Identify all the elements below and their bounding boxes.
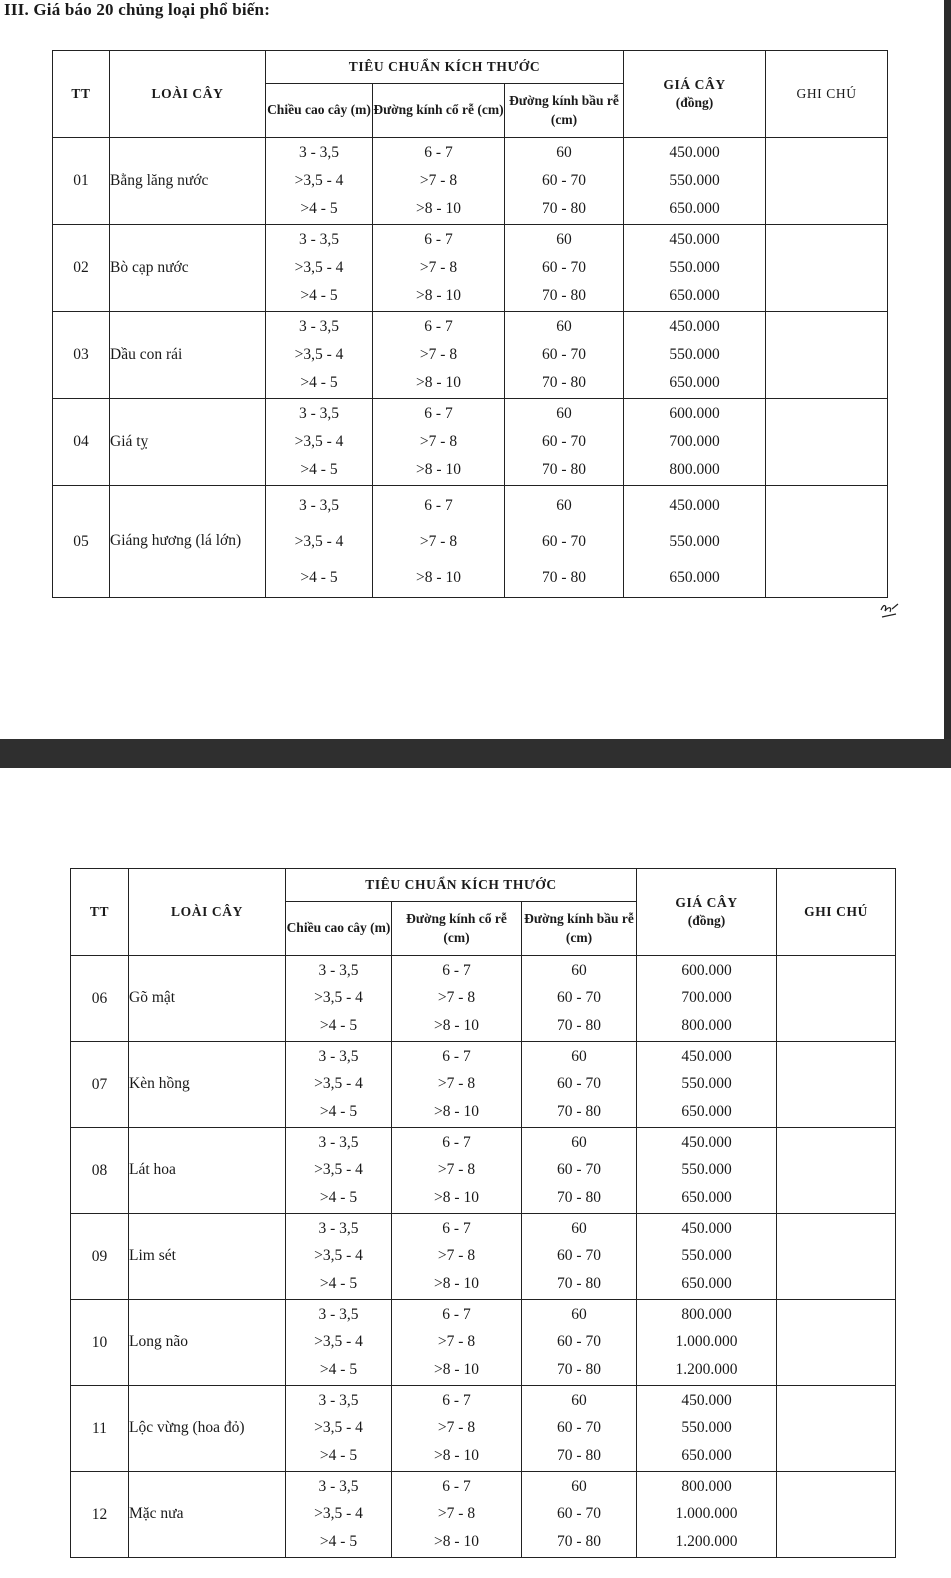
height-value: >3,5 - 4 — [294, 432, 344, 450]
rootball-diameter-value: 60 - 70 — [557, 1247, 601, 1265]
row-height-values — [266, 225, 373, 312]
row-tt: 12 — [71, 1472, 129, 1558]
price-value: 650.000 — [681, 1446, 732, 1464]
rootball-diameter-value: 60 - 70 — [557, 989, 601, 1007]
row-rootball-diameter-values — [522, 1042, 637, 1128]
collar-diameter-value: >7 - 8 — [437, 1247, 476, 1265]
rootball-diameter-value: 60 — [556, 405, 572, 423]
table-body — [71, 869, 896, 1558]
collar-diameter-value: >8 - 10 — [416, 199, 461, 217]
row-price-values — [637, 1042, 777, 1128]
collar-diameter-value: 6 - 7 — [442, 1392, 471, 1410]
height-value: 3 - 3,5 — [318, 1392, 359, 1410]
row-collar-diameter-values — [392, 1472, 522, 1558]
price-value: 650.000 — [681, 1188, 732, 1206]
row-price-values — [637, 1300, 777, 1386]
rootball-diameter-value: 60 - 70 — [557, 1075, 601, 1093]
row-rootball-diameter-values — [522, 1214, 637, 1300]
row-price-values — [624, 138, 766, 225]
height-value: >3,5 - 4 — [314, 1505, 363, 1523]
collar-diameter-value: >8 - 10 — [434, 1274, 479, 1292]
rootball-diameter-value: 60 — [571, 1392, 587, 1410]
height-value: 3 - 3,5 — [318, 1306, 359, 1324]
rootball-diameter-value: 60 — [556, 496, 572, 514]
row-tt: 07 — [71, 1042, 129, 1128]
height-value: 3 - 3,5 — [298, 405, 340, 423]
collar-diameter-value: 6 - 7 — [424, 496, 453, 514]
price-value: 650.000 — [669, 373, 720, 391]
row-note — [777, 1042, 896, 1128]
row-species-name: Gõ mật — [129, 956, 286, 1042]
row-price-values — [624, 399, 766, 486]
row-tt: 11 — [71, 1386, 129, 1472]
row-note — [766, 138, 888, 225]
header-duong-kinh-bau-re: Đường kính bầu rễ (cm) — [522, 902, 637, 956]
rootball-diameter-value: 60 - 70 — [557, 1505, 601, 1523]
price-value: 800.000 — [681, 1016, 732, 1034]
row-collar-diameter-values — [392, 1300, 522, 1386]
row-species-name: Lộc vừng (hoa đỏ) — [129, 1386, 286, 1472]
collar-diameter-value: 6 - 7 — [424, 405, 453, 423]
rootball-diameter-value: 70 - 80 — [557, 1102, 601, 1120]
collar-diameter-value: >7 - 8 — [437, 1505, 476, 1523]
collar-diameter-value: 6 - 7 — [442, 1220, 471, 1238]
header-duong-kinh-bau-re: Đường kính bầu rễ (cm) — [505, 84, 624, 138]
height-value: >4 - 5 — [300, 568, 338, 586]
rootball-diameter-value: 70 - 80 — [557, 1446, 601, 1464]
collar-diameter-value: >7 - 8 — [419, 258, 458, 276]
table-row — [71, 1214, 896, 1300]
row-note — [777, 1128, 896, 1214]
price-value: 450.000 — [669, 496, 720, 514]
row-tt: 02 — [53, 225, 110, 312]
row-rootball-diameter-values — [505, 225, 624, 312]
row-species-name: Dầu con rái — [110, 312, 266, 399]
rootball-diameter-value: 70 - 80 — [557, 1532, 601, 1550]
header-tt: TT — [71, 869, 129, 956]
row-species-name: Bò cạp nước — [110, 225, 266, 312]
price-value: 550.000 — [681, 1075, 732, 1093]
height-value: 3 - 3,5 — [298, 496, 340, 514]
price-value: 550.000 — [669, 171, 720, 189]
row-species-name: Mặc nưa — [129, 1472, 286, 1558]
rootball-diameter-value: 60 - 70 — [557, 1419, 601, 1437]
collar-diameter-value: 6 - 7 — [442, 1306, 471, 1324]
row-rootball-diameter-values — [522, 1128, 637, 1214]
row-rootball-diameter-values — [505, 486, 624, 598]
header-gia-cay-label: GIÁ CÂY — [675, 894, 738, 910]
row-height-values — [286, 1386, 392, 1472]
row-species-name: Bằng lăng nước — [110, 138, 266, 225]
row-note — [777, 1472, 896, 1558]
row-tt: 03 — [53, 312, 110, 399]
row-height-values — [266, 399, 373, 486]
price-value: 450.000 — [669, 144, 720, 162]
height-value: >4 - 5 — [319, 1274, 358, 1292]
section-heading: III. Giá báo 20 chủng loại phổ biến: — [4, 0, 271, 19]
height-value: 3 - 3,5 — [318, 1048, 359, 1066]
row-collar-diameter-values — [373, 225, 505, 312]
height-value: 3 - 3,5 — [318, 1220, 359, 1238]
price-value: 700.000 — [681, 989, 732, 1007]
table-row — [53, 399, 888, 486]
price-value: 600.000 — [681, 962, 732, 980]
row-note — [766, 399, 888, 486]
collar-diameter-value: 6 - 7 — [424, 231, 453, 249]
height-value: >4 - 5 — [319, 1188, 358, 1206]
header-gia-cay — [637, 869, 777, 956]
price-value: 600.000 — [669, 405, 720, 423]
height-value: 3 - 3,5 — [298, 318, 340, 336]
row-collar-diameter-values — [373, 138, 505, 225]
height-value: >3,5 - 4 — [314, 1247, 363, 1265]
row-note — [777, 956, 896, 1042]
table-row — [53, 138, 888, 225]
height-value: >3,5 - 4 — [314, 1075, 363, 1093]
collar-diameter-value: >8 - 10 — [434, 1016, 479, 1034]
row-price-values — [624, 486, 766, 598]
row-height-values — [286, 1214, 392, 1300]
rootball-diameter-value: 70 - 80 — [557, 1360, 601, 1378]
row-tt: 04 — [53, 399, 110, 486]
header-chieu-cao: Chiều cao cây (m) — [286, 902, 392, 956]
row-collar-diameter-values — [392, 1386, 522, 1472]
row-rootball-diameter-values — [522, 1472, 637, 1558]
height-value: >3,5 - 4 — [294, 532, 344, 550]
header-tieu-chuan: TIÊU CHUẨN KÍCH THƯỚC — [266, 51, 624, 84]
collar-diameter-value: >8 - 10 — [416, 568, 461, 586]
table-row — [71, 1472, 896, 1558]
header-gia-cay-unit: (đồng) — [675, 95, 714, 110]
table-row — [53, 312, 888, 399]
price-value: 800.000 — [681, 1306, 732, 1324]
row-price-values — [637, 1214, 777, 1300]
row-price-values — [637, 956, 777, 1042]
collar-diameter-value: >7 - 8 — [419, 345, 458, 363]
table-row — [71, 1300, 896, 1386]
collar-diameter-value: >7 - 8 — [419, 532, 458, 550]
height-value: 3 - 3,5 — [298, 144, 340, 162]
row-tt: 09 — [71, 1214, 129, 1300]
row-rootball-diameter-values — [522, 1386, 637, 1472]
header-tieu-chuan: TIÊU CHUẨN KÍCH THƯỚC — [286, 869, 637, 902]
rootball-diameter-value: 60 — [571, 1048, 587, 1066]
rootball-diameter-value: 70 - 80 — [557, 1188, 601, 1206]
row-rootball-diameter-values — [505, 138, 624, 225]
rootball-diameter-value: 60 - 70 — [557, 1333, 601, 1351]
price-table-2 — [70, 868, 896, 1558]
rootball-diameter-value: 70 - 80 — [542, 373, 586, 391]
rootball-diameter-value: 60 — [571, 1306, 587, 1324]
price-value: 1.200.000 — [675, 1532, 738, 1550]
collar-diameter-value: 6 - 7 — [424, 318, 453, 336]
height-value: >3,5 - 4 — [294, 258, 344, 276]
height-value: >3,5 - 4 — [314, 1161, 363, 1179]
rootball-diameter-value: 60 — [571, 1220, 587, 1238]
row-height-values — [286, 1300, 392, 1386]
collar-diameter-value: 6 - 7 — [424, 144, 453, 162]
height-value: >3,5 - 4 — [294, 171, 344, 189]
row-species-name: Kèn hồng — [129, 1042, 286, 1128]
rootball-diameter-value: 70 - 80 — [542, 568, 586, 586]
height-value: >4 - 5 — [300, 199, 338, 217]
table-row — [53, 225, 888, 312]
table-row — [71, 1042, 896, 1128]
header-gia-cay-unit: (đồng) — [687, 913, 726, 928]
price-table-1 — [52, 50, 888, 598]
price-value: 550.000 — [669, 258, 720, 276]
row-tt: 01 — [53, 138, 110, 225]
row-price-values — [637, 1386, 777, 1472]
price-value: 700.000 — [669, 432, 720, 450]
row-price-values — [624, 312, 766, 399]
price-value: 1.200.000 — [675, 1360, 738, 1378]
rootball-diameter-value: 60 - 70 — [542, 532, 586, 550]
table-row — [71, 1128, 896, 1214]
table-row — [71, 956, 896, 1042]
rootball-diameter-value: 60 — [556, 144, 572, 162]
price-value: 800.000 — [669, 460, 720, 478]
price-value: 450.000 — [681, 1220, 732, 1238]
header-loai-cay: LOÀI CÂY — [110, 51, 266, 138]
collar-diameter-value: >8 - 10 — [416, 373, 461, 391]
height-value: >4 - 5 — [319, 1360, 358, 1378]
row-collar-diameter-values — [392, 956, 522, 1042]
row-tt: 05 — [53, 486, 110, 598]
collar-diameter-value: >7 - 8 — [437, 989, 476, 1007]
collar-diameter-value: >8 - 10 — [434, 1360, 479, 1378]
row-rootball-diameter-values — [522, 1300, 637, 1386]
row-note — [777, 1214, 896, 1300]
row-price-values — [624, 225, 766, 312]
height-value: 3 - 3,5 — [298, 231, 340, 249]
height-value: >4 - 5 — [319, 1016, 358, 1034]
rootball-diameter-value: 70 - 80 — [542, 199, 586, 217]
rootball-diameter-value: 70 - 80 — [542, 460, 586, 478]
header-duong-kinh-co-re: Đường kính cổ rễ (cm) — [392, 902, 522, 956]
collar-diameter-value: >8 - 10 — [416, 286, 461, 304]
height-value: 3 - 3,5 — [318, 1478, 359, 1496]
price-value: 550.000 — [681, 1161, 732, 1179]
price-value: 550.000 — [669, 532, 720, 550]
collar-diameter-value: >7 - 8 — [437, 1419, 476, 1437]
collar-diameter-value: 6 - 7 — [442, 1134, 471, 1152]
row-collar-diameter-values — [392, 1042, 522, 1128]
table-row — [53, 486, 888, 598]
price-value: 450.000 — [681, 1048, 732, 1066]
collar-diameter-value: >8 - 10 — [434, 1532, 479, 1550]
height-value: >4 - 5 — [300, 373, 338, 391]
height-value: >3,5 - 4 — [294, 345, 344, 363]
price-value: 650.000 — [669, 199, 720, 217]
height-value: >4 - 5 — [319, 1102, 358, 1120]
row-tt: 10 — [71, 1300, 129, 1386]
header-duong-kinh-co-re: Đường kính cổ rễ (cm) — [373, 84, 505, 138]
rootball-diameter-value: 60 - 70 — [557, 1161, 601, 1179]
price-value: 650.000 — [669, 568, 720, 586]
collar-diameter-value: >8 - 10 — [434, 1446, 479, 1464]
collar-diameter-value: 6 - 7 — [442, 1048, 471, 1066]
collar-diameter-value: >8 - 10 — [434, 1102, 479, 1120]
rootball-diameter-value: 60 — [556, 231, 572, 249]
row-height-values — [266, 138, 373, 225]
rootball-diameter-value: 60 — [556, 318, 572, 336]
rootball-diameter-value: 70 - 80 — [557, 1016, 601, 1034]
price-value: 1.000.000 — [675, 1333, 738, 1351]
price-value: 650.000 — [681, 1102, 732, 1120]
price-value: 450.000 — [669, 231, 720, 249]
row-species-name: Lát hoa — [129, 1128, 286, 1214]
row-rootball-diameter-values — [505, 312, 624, 399]
page-edge-shadow — [944, 0, 951, 740]
height-value: >3,5 - 4 — [314, 1333, 363, 1351]
price-value: 450.000 — [681, 1134, 732, 1152]
header-row-top — [53, 51, 888, 84]
header-tt: TT — [53, 51, 110, 138]
collar-diameter-value: 6 - 7 — [442, 962, 471, 980]
row-price-values — [637, 1472, 777, 1558]
header-gia-cay — [624, 51, 766, 138]
row-collar-diameter-values — [392, 1214, 522, 1300]
row-collar-diameter-values — [392, 1128, 522, 1214]
header-gia-cay-label: GIÁ CÂY — [663, 76, 726, 92]
row-price-values — [637, 1128, 777, 1214]
row-tt: 06 — [71, 956, 129, 1042]
rootball-diameter-value: 60 - 70 — [542, 345, 586, 363]
row-rootball-diameter-values — [505, 399, 624, 486]
collar-diameter-value: 6 - 7 — [442, 1478, 471, 1496]
header-row-top — [71, 869, 896, 902]
price-value: 450.000 — [681, 1392, 732, 1410]
row-note — [766, 486, 888, 598]
price-value: 550.000 — [681, 1247, 732, 1265]
rootball-diameter-value: 60 - 70 — [542, 171, 586, 189]
header-ghi-chu: GHI CHÚ — [777, 869, 896, 956]
collar-diameter-value: >7 - 8 — [437, 1075, 476, 1093]
row-species-name: Giáng hương (lá lớn) — [110, 486, 266, 598]
height-value: >3,5 - 4 — [314, 1419, 363, 1437]
rootball-diameter-value: 70 - 80 — [542, 286, 586, 304]
row-tt: 08 — [71, 1128, 129, 1214]
height-value: >3,5 - 4 — [314, 989, 363, 1007]
rootball-diameter-value: 60 — [571, 962, 587, 980]
collar-diameter-value: >8 - 10 — [434, 1188, 479, 1206]
height-value: >4 - 5 — [319, 1532, 358, 1550]
height-value: >4 - 5 — [300, 460, 338, 478]
row-height-values — [286, 1128, 392, 1214]
page-divider — [0, 739, 951, 768]
row-species-name: Giá tỵ — [110, 399, 266, 486]
height-value: >4 - 5 — [319, 1446, 358, 1464]
rootball-diameter-value: 70 - 80 — [557, 1274, 601, 1292]
row-height-values — [266, 312, 373, 399]
header-ghi-chu: GHI CHÚ — [766, 51, 888, 138]
rootball-diameter-value: 60 — [571, 1134, 587, 1152]
rootball-diameter-value: 60 - 70 — [542, 258, 586, 276]
rootball-diameter-value: 60 — [571, 1478, 587, 1496]
header-chieu-cao: Chiều cao cây (m) — [266, 84, 373, 138]
row-note — [777, 1300, 896, 1386]
collar-diameter-value: >7 - 8 — [437, 1333, 476, 1351]
rootball-diameter-value: 60 - 70 — [542, 432, 586, 450]
price-value: 650.000 — [681, 1274, 732, 1292]
collar-diameter-value: >7 - 8 — [419, 171, 458, 189]
height-value: 3 - 3,5 — [318, 1134, 359, 1152]
row-note — [766, 225, 888, 312]
row-height-values — [286, 1472, 392, 1558]
row-height-values — [266, 486, 373, 598]
price-value: 1.000.000 — [675, 1505, 738, 1523]
row-height-values — [286, 1042, 392, 1128]
price-value: 450.000 — [669, 318, 720, 336]
row-height-values — [286, 956, 392, 1042]
row-collar-diameter-values — [373, 399, 505, 486]
price-value: 550.000 — [681, 1419, 732, 1437]
row-note — [777, 1386, 896, 1472]
price-value: 800.000 — [681, 1478, 732, 1496]
height-value: 3 - 3,5 — [318, 962, 359, 980]
height-value: >4 - 5 — [300, 286, 338, 304]
table-row — [71, 1386, 896, 1472]
row-rootball-diameter-values — [522, 956, 637, 1042]
row-species-name: Long não — [129, 1300, 286, 1386]
handwritten-initials — [878, 600, 900, 626]
collar-diameter-value: >7 - 8 — [437, 1161, 476, 1179]
collar-diameter-value: >8 - 10 — [416, 460, 461, 478]
row-collar-diameter-values — [373, 486, 505, 598]
row-note — [766, 312, 888, 399]
table-body — [53, 51, 888, 598]
header-loai-cay: LOÀI CÂY — [129, 869, 286, 956]
row-collar-diameter-values — [373, 312, 505, 399]
row-species-name: Lim sét — [129, 1214, 286, 1300]
price-value: 650.000 — [669, 286, 720, 304]
collar-diameter-value: >7 - 8 — [419, 432, 458, 450]
price-value: 550.000 — [669, 345, 720, 363]
